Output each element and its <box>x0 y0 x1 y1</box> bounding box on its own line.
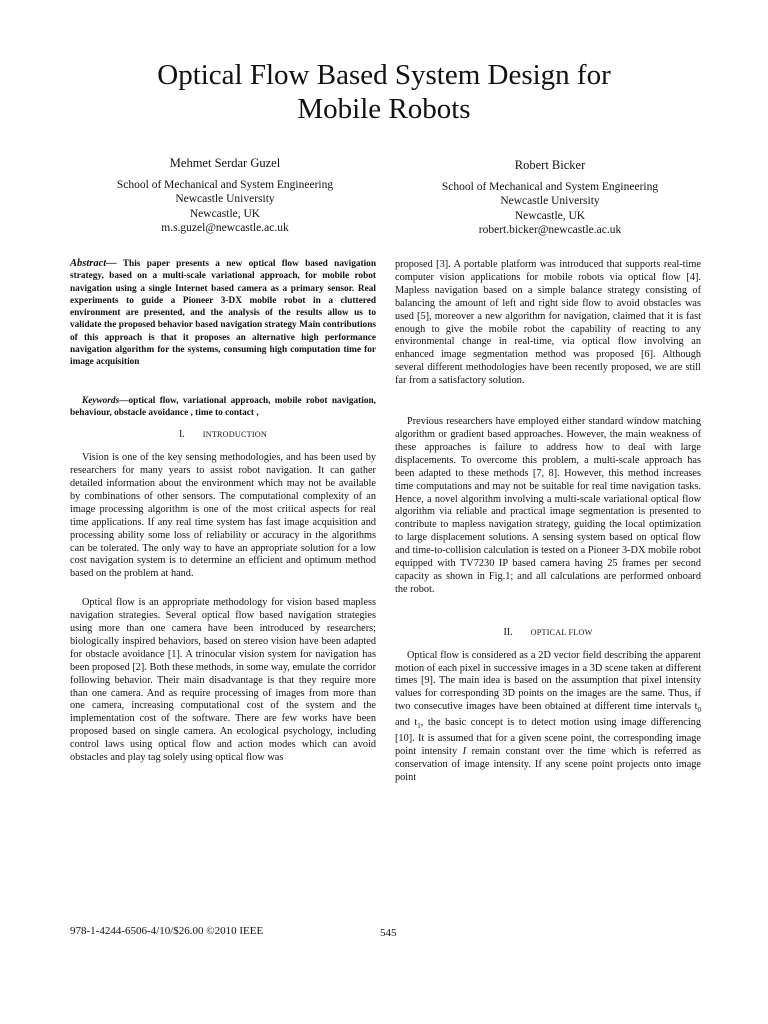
abstract <box>70 258 376 369</box>
section-number: I. <box>178 429 185 441</box>
section-number: II. <box>503 626 513 638</box>
right-column <box>395 259 701 785</box>
footer-isbn: 978-1-4244-6506-4/10/$26.00 ©2010 IEEE <box>70 925 264 937</box>
author-name: Robert Bicker <box>514 158 586 172</box>
section-heading-2 <box>395 627 701 640</box>
paper-title-line2: Mobile Robots <box>297 93 471 125</box>
paper-title-line1: Optical Flow Based System Design for <box>157 59 611 91</box>
keywords <box>70 395 376 420</box>
intro-paragraph-2: Optical flow is an appropriate methodology for vision based mapless navigation strategies. Several optical flow based navigation strategies using more than one camera have been introduced by researchers; biologically inspired behaviors, based on stereo vision have been adapted for obstacle avoidance [1]. A trinocular vision system for navigation has been proposed [2]. Both these methods, in some way, emulate the corridor following behavior. Their main disadvantage is that they require more than one camera. And as require processing of images from more than one camera, increasing computational cost of the system and the implementation cost of the software. There are few works have been proposed based on single camera. An ecological psychology, including control laws using optical flow and action modes which can avoid obstacles and play tag solely using optical flow was <box>70 597 376 764</box>
section-title: OPTICAL FLOW <box>530 627 593 637</box>
keywords-label: Keywords <box>82 395 120 406</box>
author-block-1 <box>70 156 380 236</box>
abstract-label: Abstract— <box>70 258 117 269</box>
left-column <box>70 258 376 765</box>
author-university: Newcastle University <box>175 193 275 205</box>
page-number: 545 <box>380 927 397 939</box>
author-name: Mehmet Serdar Guzel <box>169 156 281 170</box>
author-dept: School of Mechanical and System Engineering <box>116 178 334 191</box>
right-paragraph-1: proposed [3]. A portable platform was introduced that supports real-time computer vision applications for mobile robots via optical flow [4]. Mapless navigation based on a simple balance strategy consisting of balancing the amount of left and right side flow to avoid obstacles was used [5], moreover a new algorithm for navigation, claimed that it is fast enough to give the mobile robot the capability of reacting to any environmental change in real-time, via optical flow involving an enhanced image segmentation method was proposed [6]. Although several different methodologies have been recently proposed, we are still far from a satisfactory solution. <box>395 259 701 387</box>
author-email: robert.bicker@newcastle.ac.uk <box>478 224 622 236</box>
optical-flow-paragraph: Optical flow is considered as a 2D vector field describing the apparent motion of each pixel in successive images in a 3D scene taken at different times [9]. The main idea is based on the assumption that pixel intensity values for corresponding 3D points on the images are the same. Thus, if two consecutive images have been obtained at different time intervals $t_0$ and $t_1$, the basic concept is to detect motion using image differencing [10]. It is assumed that for a given scene point, the corresponding image point intensity I remain constant over the time which is referred as conservation of image intensity. If any scene point projects onto image point <box>395 649 701 783</box>
author-dept: School of Mechanical and System Engineering <box>441 180 659 193</box>
abstract-text: This paper presents a new optical flow based navigation strategy, based on a multi-scale variational approach, for mobile robot navigation using a single Internet based camera as a primary sensor. Real experiments to guide a Pioneer 3-DX mobile robot in a cluttered environment are presented, and the analysis of the results allow us to validate the proposed behavior based navigation strategy Main contributions of this approach is that it proposes an alternative high performance navigation algorithm for the systems, consuming high computation time for image acquisition <box>70 259 377 368</box>
section-title: INTRODUCTION <box>202 430 268 440</box>
author-location: Newcastle, UK <box>189 207 261 220</box>
keywords-text: —optical flow, variational approach, mobile robot navigation, behaviour, obstacle avoidance , time to contact , <box>70 395 376 418</box>
author-university: Newcastle University <box>500 195 600 207</box>
author-email: m.s.guzel@newcastle.ac.uk <box>161 222 289 234</box>
intro-paragraph-1: Vision is one of the key sensing methodologies, and has been used by researchers for many years to assist robot navigation. It can gather detailed information about the environment which may not be available by combinations of other sensors. The computational complexity of an image processing algorithm is one of the most critical aspects for real time applications. If any real time system has fast image acquisition and processing ability some loss of reliability or accuracy in the algorithms can be tolerated. The only way to have an appropriate solution for a low cost navigation system is to determine an efficient and optimum method based on the problem at hand. <box>70 452 376 580</box>
section-heading-1 <box>70 429 376 442</box>
right-paragraph-2: Previous researchers have employed either standard window matching algorithm or gradient based approaches. However, the main weakness of these approaches is failure to address how to deal with large displacements. To overcome this problem, a multi-scale approach has been adapted to these methods [7, 8]. However, this method increases time computations and may not be suitable for real time navigation tasks. Hence, a novel algorithm involving a multi-scale variational optical flow algorithm via reliable and practical image segmentation is presented to contribute to mapless navigation strategy, guiding the local optimization to large displacement solutions. A sensing system based on optical flow and time-to-collision calculation is tested on a Pioneer 3-DX mobile robot equipped with TV7230 IP based camera having 25 frames per second capacity as shown in Fig.1; and all calculations are performed onboard the robot. <box>395 416 701 595</box>
author-block-2 <box>395 158 705 238</box>
author-location: Newcastle, UK <box>514 209 586 222</box>
